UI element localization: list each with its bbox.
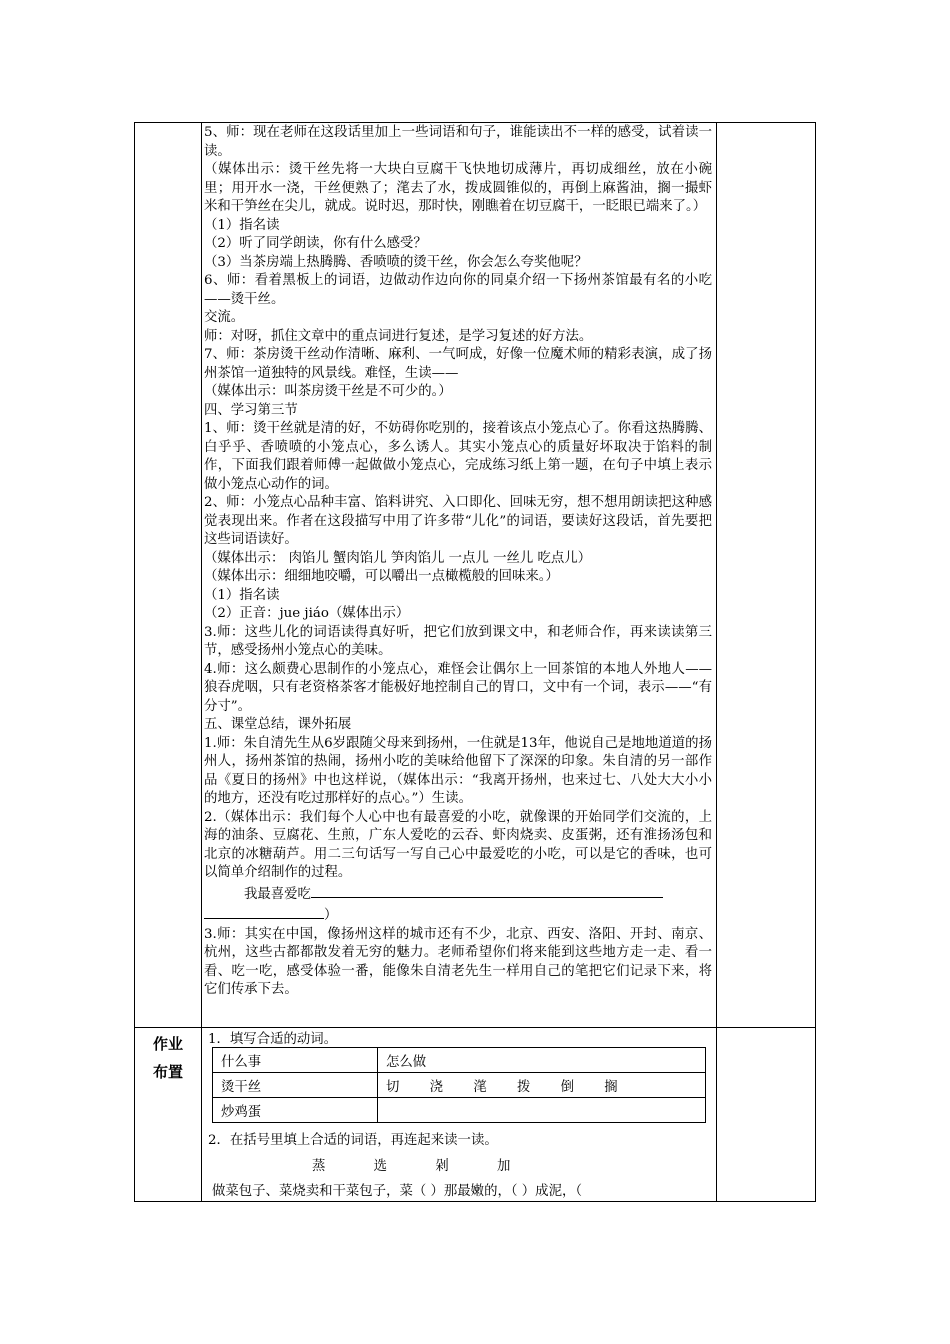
- fill-in-prompt: 我最喜爱吃: [244, 886, 311, 902]
- word-bank: [312, 1155, 554, 1174]
- lesson-paragraph: （媒体出示：烫干丝先将一大块白豆腐干飞快地切成薄片，再切成细丝，放在小碗里；用开水一浇，干丝便熟了；滗去了水，拨成圆锥似的，再倒上麻酱油，搁一撮虾米和干笋丝在尖儿，就成。说时迟，那时快，刚瞧着在切豆腐干，一眨眼已端来了。）: [204, 162, 712, 214]
- section-heading: 四、学习第三节: [204, 402, 298, 418]
- lesson-paragraph: 师：对呀，抓住文章中的重点词进行复述，是学习复述的好方法。: [204, 328, 593, 344]
- table-header-cell: 怎么做: [378, 1048, 706, 1073]
- lesson-paragraph: 6、师：看着黑板上的词语，边做动作边向你的同桌介绍一下扬州茶馆最有名的小吃——烫干丝。: [204, 273, 712, 307]
- answer-blank[interactable]: [311, 883, 663, 898]
- table-cell: 烫干丝: [213, 1073, 378, 1098]
- table-cell: 炒鸡蛋: [213, 1098, 378, 1123]
- word-bank-item: 加: [496, 1159, 511, 1174]
- word-bank-item: 剁: [435, 1159, 449, 1174]
- lesson-paragraph: （媒体出示：细细地咬嚼，可以嚼出一点橄榄般的回味来。）: [204, 569, 559, 584]
- section-heading: 五、课堂总结，课外拓展: [204, 717, 352, 732]
- table-row: [213, 1073, 706, 1098]
- homework-q2: 2．在括号里填上合适的词语，再连起来读一读。: [208, 1133, 498, 1148]
- lesson-paragraph: 交流。: [204, 310, 245, 325]
- lesson-paragraph: （2）听了同学朗读，你有什么感受？: [204, 236, 427, 251]
- action-word: 切: [386, 1079, 400, 1095]
- action-word: 搁: [604, 1079, 618, 1095]
- lesson-content: [204, 124, 712, 1000]
- lesson-paragraph: 5、师：现在老师在这段话里加上一些词语和句子，谁能读出不一样的感受，试着读一读。: [204, 125, 712, 159]
- answer-blank[interactable]: [204, 904, 324, 919]
- column-divider: [201, 123, 202, 1201]
- lesson-paragraph: 2.（媒体出示：我们每个人心中也有最喜爱的小吃，就像课的开始同学们交流的，上海的油条、豆腐花、生煎，广东人爱吃的云吞、虾肉烧卖、皮蛋粥，还有淮扬汤包和北京的冰糖葫芦。用二三句话写一写自己心中最爱吃的小吃，可以是它的香味，也可以简单介绍制作的过程。: [204, 809, 712, 880]
- fill-in-sentence: 做菜包子、菜烧卖和干菜包子，菜（ ）那最嫩的，（ ）成泥，（: [212, 1184, 583, 1199]
- lesson-paragraph: 4.师：这么颇费心思制作的小笼点心，难怪会让偶尔上一回茶馆的本地人外地人——狼吞虎咽，只有老资格茶客才能极好地控制自己的胃口，文中有一个词，表示——“有分寸”。: [204, 661, 712, 714]
- homework-q1: 1．填写合适的动词。: [208, 1032, 338, 1047]
- lesson-paragraph: 7、师：茶房烫干丝动作清晰、麻利、一气呵成，好像一位魔术师的精彩表演，成了扬州茶馆一道独特的风景线。难怪，生读——: [204, 347, 712, 381]
- action-word: 倒: [560, 1079, 575, 1095]
- lesson-paragraph: 1、师：烫干丝就是清的好，不妨碍你吃别的，接着该点小笼点心了。你看这热腾腾、白乎乎、香喷喷的小笼点心，多么诱人。其实小笼点心的质量好坏取决于馅料的制作，下面我们跟着师傅一起做做小笼点心，完成练习纸上第一题，在句子中填上表示做小笼点心动作的词。: [204, 421, 712, 492]
- lesson-paragraph: （1）指名读: [204, 217, 280, 233]
- action-word: 浇: [429, 1079, 444, 1095]
- table-row: [213, 1048, 706, 1073]
- lesson-paragraph: 3.师：这些儿化的词语读得真好听，把它们放到课文中，和老师合作，再来读读第三节，感受扬州小笼点心的美味。: [204, 624, 712, 658]
- lesson-paragraph: 1.师：朱自清先生从6岁跟随父母来到扬州，一住就是13年，他说自己是地地道道的扬州人，扬州茶馆的热闹，扬州小吃的美味给他留下了深深的印象。朱自清的另一部作品《夏日的扬州》中也这样说，（媒体出示：“我离开扬州，也来过七、八处大大小小的地方，还没有吃过那样好的点心。”）生读。: [204, 735, 712, 806]
- action-word: 拨: [516, 1079, 531, 1095]
- lesson-paragraph: 3.师：其实在中国，像扬州这样的城市还有不少，北京、西安、洛阳、开封、南京、杭州，这些古都都散发着无穷的魅力。老师希望你们将来能到这些地方走一走、看一看、吃一吃，感受体验一番，能像朱自清老先生一样用自己的笔把它们记录下来，将它们传承下去。: [204, 926, 712, 997]
- fill-in-close: ）: [324, 908, 338, 923]
- fill-in-line-end: [204, 904, 712, 926]
- lesson-paragraph: （媒体出示：叫茶房烫干丝是不可少的。）: [204, 384, 452, 399]
- lesson-paragraph: （1）指名读: [204, 587, 280, 603]
- table-header-cell: 什么事: [213, 1048, 378, 1073]
- fill-in-line: [204, 883, 712, 905]
- lesson-paragraph: （3）当茶房端上热腾腾、香喷喷的烫干丝，你会怎么夸奖他呢？: [204, 254, 588, 270]
- lesson-paragraph: （媒体出示： 肉馅儿 蟹肉馅儿 笋肉馅儿 一点儿 一丝儿 吃点儿）: [204, 550, 592, 566]
- word-bank-item: 蒸: [312, 1159, 326, 1174]
- table-cell-empty[interactable]: [378, 1098, 706, 1123]
- verb-table: [212, 1047, 706, 1123]
- homework-label-line: 布置: [152, 1063, 183, 1081]
- table-row: [213, 1098, 706, 1123]
- row-divider: [135, 1027, 815, 1028]
- homework-label: [136, 1030, 200, 1086]
- lesson-paragraph: 2、师：小笼点心品种丰富、馅料讲究、入口即化、回味无穷，想不想用朗读把这种感觉表现出来。作者在这段描写中用了许多带“儿化”的词语，要读好这段话，首先要把这些词语读好。: [204, 495, 712, 547]
- table-cell-actions: [378, 1073, 706, 1098]
- action-word: 滗: [473, 1079, 487, 1095]
- homework-label-line: 作业: [152, 1035, 183, 1053]
- word-bank-item: 选: [373, 1159, 388, 1174]
- lesson-paragraph: （2）正音：jue jiáo（媒体出示）: [204, 606, 410, 621]
- column-divider: [716, 123, 717, 1201]
